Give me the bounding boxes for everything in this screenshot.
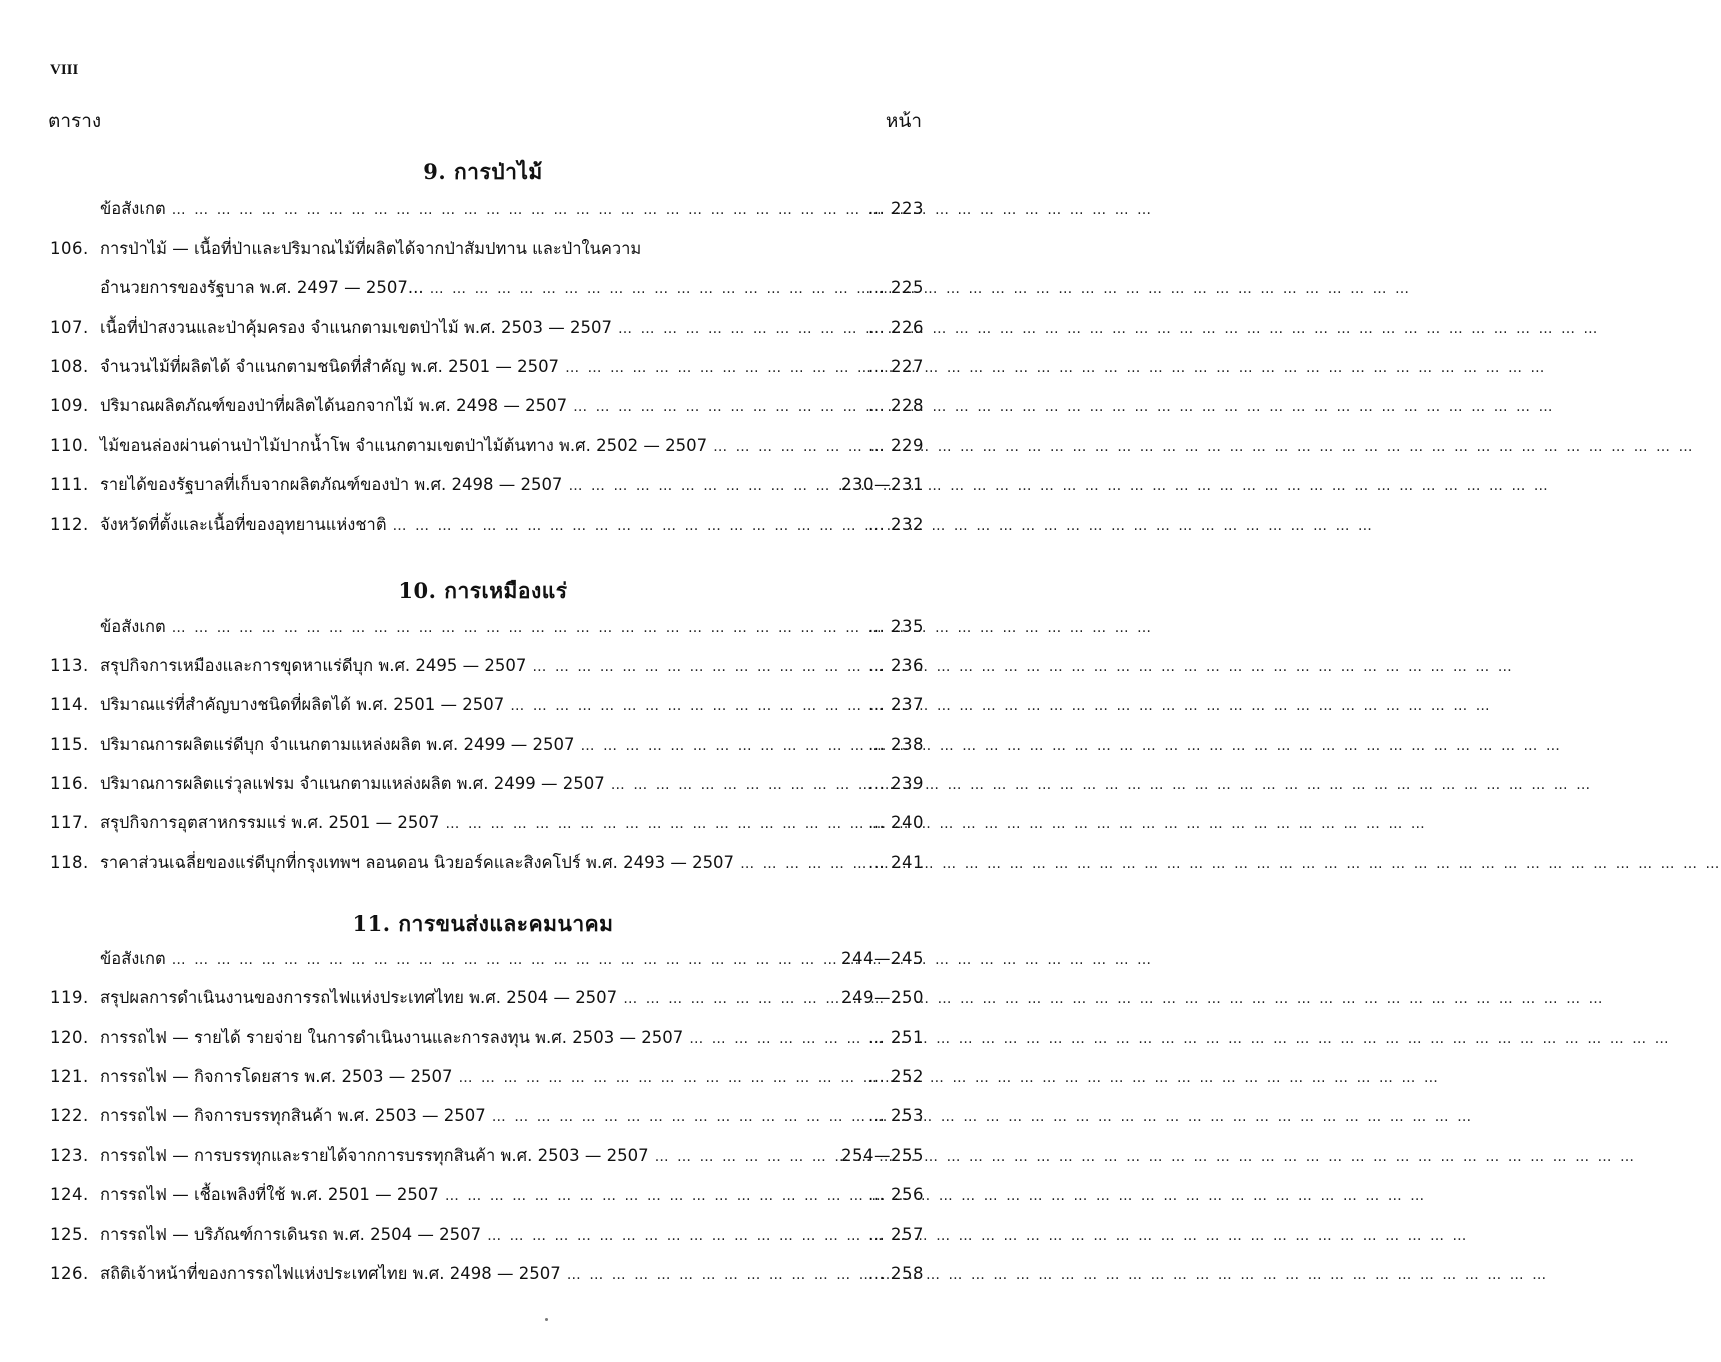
dot-leader <box>611 776 864 795</box>
toc-entry <box>50 686 924 716</box>
entry-number: 121. <box>50 1067 89 1086</box>
entry-page: ... 226 <box>868 318 924 337</box>
dot-leader <box>568 477 837 496</box>
entry-page: ... 225 <box>868 278 924 297</box>
dot-leader <box>172 951 837 970</box>
entry-number: 120. <box>50 1028 89 1047</box>
dot-leader <box>172 201 864 220</box>
dot-leader <box>532 658 864 677</box>
toc-entry <box>50 765 924 795</box>
toc-entry <box>50 804 924 834</box>
toc-entry <box>50 230 924 260</box>
entry-number: 117. <box>50 813 89 832</box>
entry-number: 114. <box>50 695 89 714</box>
entry-title: การรถไฟ — กิจการบรรทุกสินค้า พ.ศ. 2503 — 2507 <box>100 1106 486 1125</box>
entry-title: ข้อสังเกต <box>100 949 166 968</box>
entry-number: 122. <box>50 1106 89 1125</box>
entry-title: สรุปกิจการอุตสาหกรรมแร่ พ.ศ. 2501 — 2507 <box>100 813 440 832</box>
entry-number: 119. <box>50 988 89 1007</box>
entry-number: 124. <box>50 1185 89 1204</box>
dot-leader <box>581 737 865 756</box>
entry-page: 249—250 <box>841 988 924 1007</box>
entry-title: สรุปกิจการเหมืองและการขุดหาแร่ดีบุก พ.ศ. 2495 — 2507 <box>100 656 527 675</box>
entry-number: 123. <box>50 1146 89 1165</box>
entry-title: การรถไฟ — รายได้ รายจ่าย ในการดำเนินงานและการลงทุน พ.ศ. 2503 — 2507 <box>100 1028 684 1047</box>
toc-entry <box>50 1137 924 1167</box>
toc-entry <box>50 1216 924 1246</box>
note-row <box>50 608 924 638</box>
entry-number: 110. <box>50 436 89 455</box>
entry-title: ปริมาณผลิตภัณฑ์ของป่าที่ผลิตได้นอกจากไม้ พ.ศ. 2498 — 2507 <box>100 396 568 415</box>
dot-leader <box>618 320 864 339</box>
entry-title: เนื้อที่ป่าสงวนและป่าคุ้มครอง จำแนกตามเขตป่าไม้ พ.ศ. 2503 — 2507 <box>100 318 613 337</box>
dot-leader <box>740 855 864 874</box>
entry-page: ... 241 <box>868 853 924 872</box>
entry-title: การป่าไม้ — เนื้อที่ป่าและปริมาณไม้ที่ผลิตได้จากป่าสัมปทาน และป่าในความ <box>100 239 642 258</box>
toc-entry <box>50 1058 924 1088</box>
entry-page: ... 238 <box>868 735 924 754</box>
entry-title: ราคาส่วนเฉลี่ยของแร่ดีบุกที่กรุงเทพฯ ลอนดอน นิวยอร์คและสิงคโปร์ พ.ศ. 2493 — 2507 <box>100 853 735 872</box>
dot-leader <box>567 1266 864 1285</box>
entry-page: ... 253 <box>868 1106 924 1125</box>
dot-leader <box>492 1108 864 1127</box>
entry-number: 125. <box>50 1225 89 1244</box>
entry-title: ข้อสังเกต <box>100 199 166 218</box>
entry-title: จำนวนไม้ที่ผลิตได้ จำแนกตามชนิดที่สำคัญ พ.ศ. 2501 — 2507 <box>100 357 560 376</box>
toc-entry <box>50 466 924 496</box>
toc-entry <box>50 506 924 536</box>
note-row <box>50 190 924 220</box>
dot-leader <box>458 1069 864 1088</box>
section-title: 10. การเหมืองแร่ <box>398 578 568 603</box>
toc-entry <box>50 647 924 677</box>
toc-entry <box>50 1176 924 1206</box>
page-number: VIII <box>50 62 79 78</box>
dot-leader <box>713 438 864 457</box>
entry-page: 254—255 <box>841 1146 924 1165</box>
entry-number: 118. <box>50 853 89 872</box>
entry-page: ... 252 <box>868 1067 924 1086</box>
entry-number: 107. <box>50 318 89 337</box>
entry-title: ปริมาณการผลิตแร่ดีบุก จำแนกตามแหล่งผลิต พ.ศ. 2499 — 2507 <box>100 735 575 754</box>
entry-title: สรุปผลการดำเนินงานของการรถไฟแห่งประเทศไทย พ.ศ. 2504 — 2507 <box>100 988 618 1007</box>
entry-page: ... 236 <box>868 656 924 675</box>
entry-number: 111. <box>50 475 89 494</box>
entry-page: ... 239 <box>868 774 924 793</box>
toc-entry <box>50 427 924 457</box>
dot-leader <box>655 1148 837 1167</box>
entry-number: 108. <box>50 357 89 376</box>
toc-entry <box>50 1255 924 1285</box>
scan-speck <box>545 1318 548 1321</box>
entry-title: การรถไฟ — กิจการโดยสาร พ.ศ. 2503 — 2507 <box>100 1067 453 1086</box>
entry-number: 106. <box>50 239 89 258</box>
entry-page: ... 229 <box>868 436 924 455</box>
dot-leader <box>487 1227 864 1246</box>
toc-entry <box>50 1097 924 1127</box>
entry-page: 230—231 <box>841 475 924 494</box>
entry-page: 244—245 <box>841 949 924 968</box>
entry-page: ... 258 <box>868 1264 924 1283</box>
toc-entry <box>50 309 924 339</box>
dot-leader <box>172 619 864 638</box>
toc-entry <box>50 348 924 378</box>
entry-title: การรถไฟ — เชื้อเพลิงที่ใช้ พ.ศ. 2501 — 2507 <box>100 1185 439 1204</box>
entry-number: 112. <box>50 515 89 534</box>
dot-leader <box>393 517 864 536</box>
toc-entry <box>50 387 924 417</box>
dot-leader <box>623 990 837 1009</box>
entry-title: ปริมาณแร่ที่สำคัญบางชนิดที่ผลิตได้ พ.ศ. 2501 — 2507 <box>100 695 505 714</box>
entry-page: ... 235 <box>868 617 924 636</box>
entry-title: การรถไฟ — การบรรทุกและรายได้จากการบรรทุกสินค้า พ.ศ. 2503 — 2507 <box>100 1146 649 1165</box>
column-header-page: หน้า <box>885 110 922 132</box>
entry-title: ปริมาณการผลิตแร่วุลแฟรม จำแนกตามแหล่งผลิต พ.ศ. 2499 — 2507 <box>100 774 605 793</box>
dot-leader <box>565 359 864 378</box>
entry-number: 109. <box>50 396 89 415</box>
dot-leader <box>445 1187 864 1206</box>
entry-title: อำนวยการของรัฐบาล พ.ศ. 2497 — 2507... <box>100 278 424 297</box>
entry-title: สถิติเจ้าหน้าที่ของการรถไฟแห่งประเทศไทย พ.ศ. 2498 — 2507 <box>100 1264 561 1283</box>
dot-leader <box>573 398 864 417</box>
section-title: 11. การขนส่งและคมนาคม <box>352 911 614 936</box>
entry-page: ... 228 <box>868 396 924 415</box>
note-row <box>50 940 924 970</box>
toc-entry <box>50 844 924 874</box>
toc-entry <box>50 269 924 299</box>
entry-page: ... 223 <box>868 199 924 218</box>
dot-leader <box>510 697 864 716</box>
entry-title: ข้อสังเกต <box>100 617 166 636</box>
entry-title: ไม้ขอนล่องผ่านด่านป่าไม้ปากน้ำโพ จำแนกตามเขตป่าไม้ต้นทาง พ.ศ. 2502 — 2507 <box>100 436 708 455</box>
entry-number: 115. <box>50 735 89 754</box>
entry-title: รายได้ของรัฐบาลที่เก็บจากผลิตภัณฑ์ของป่า พ.ศ. 2498 — 2507 <box>100 475 563 494</box>
toc-entry <box>50 1019 924 1049</box>
toc-entry <box>50 726 924 756</box>
entry-number: 113. <box>50 656 89 675</box>
entry-page: ... 256 <box>868 1185 924 1204</box>
entry-page: ... 240 <box>868 813 924 832</box>
entry-number: 116. <box>50 774 89 793</box>
entry-page: ... 227 <box>868 357 924 376</box>
entry-page: ... 232 <box>868 515 924 534</box>
toc-entry <box>50 979 924 1009</box>
column-header-table: ตาราง <box>48 110 102 132</box>
dot-leader <box>689 1030 864 1049</box>
entry-title: จังหวัดที่ตั้งและเนื้อที่ของอุทยานแห่งชาติ <box>100 515 387 534</box>
entry-title: การรถไฟ — บริภัณฑ์การเดินรถ พ.ศ. 2504 — 2507 <box>100 1225 482 1244</box>
entry-page: ... 237 <box>868 695 924 714</box>
dot-leader <box>445 815 864 834</box>
entry-number: 126. <box>50 1264 89 1283</box>
dot-leader <box>430 280 864 299</box>
entry-page: ... 251 <box>868 1028 924 1047</box>
section-title: 9. การป่าไม้ <box>423 159 543 184</box>
entry-page: ... 257 <box>868 1225 924 1244</box>
